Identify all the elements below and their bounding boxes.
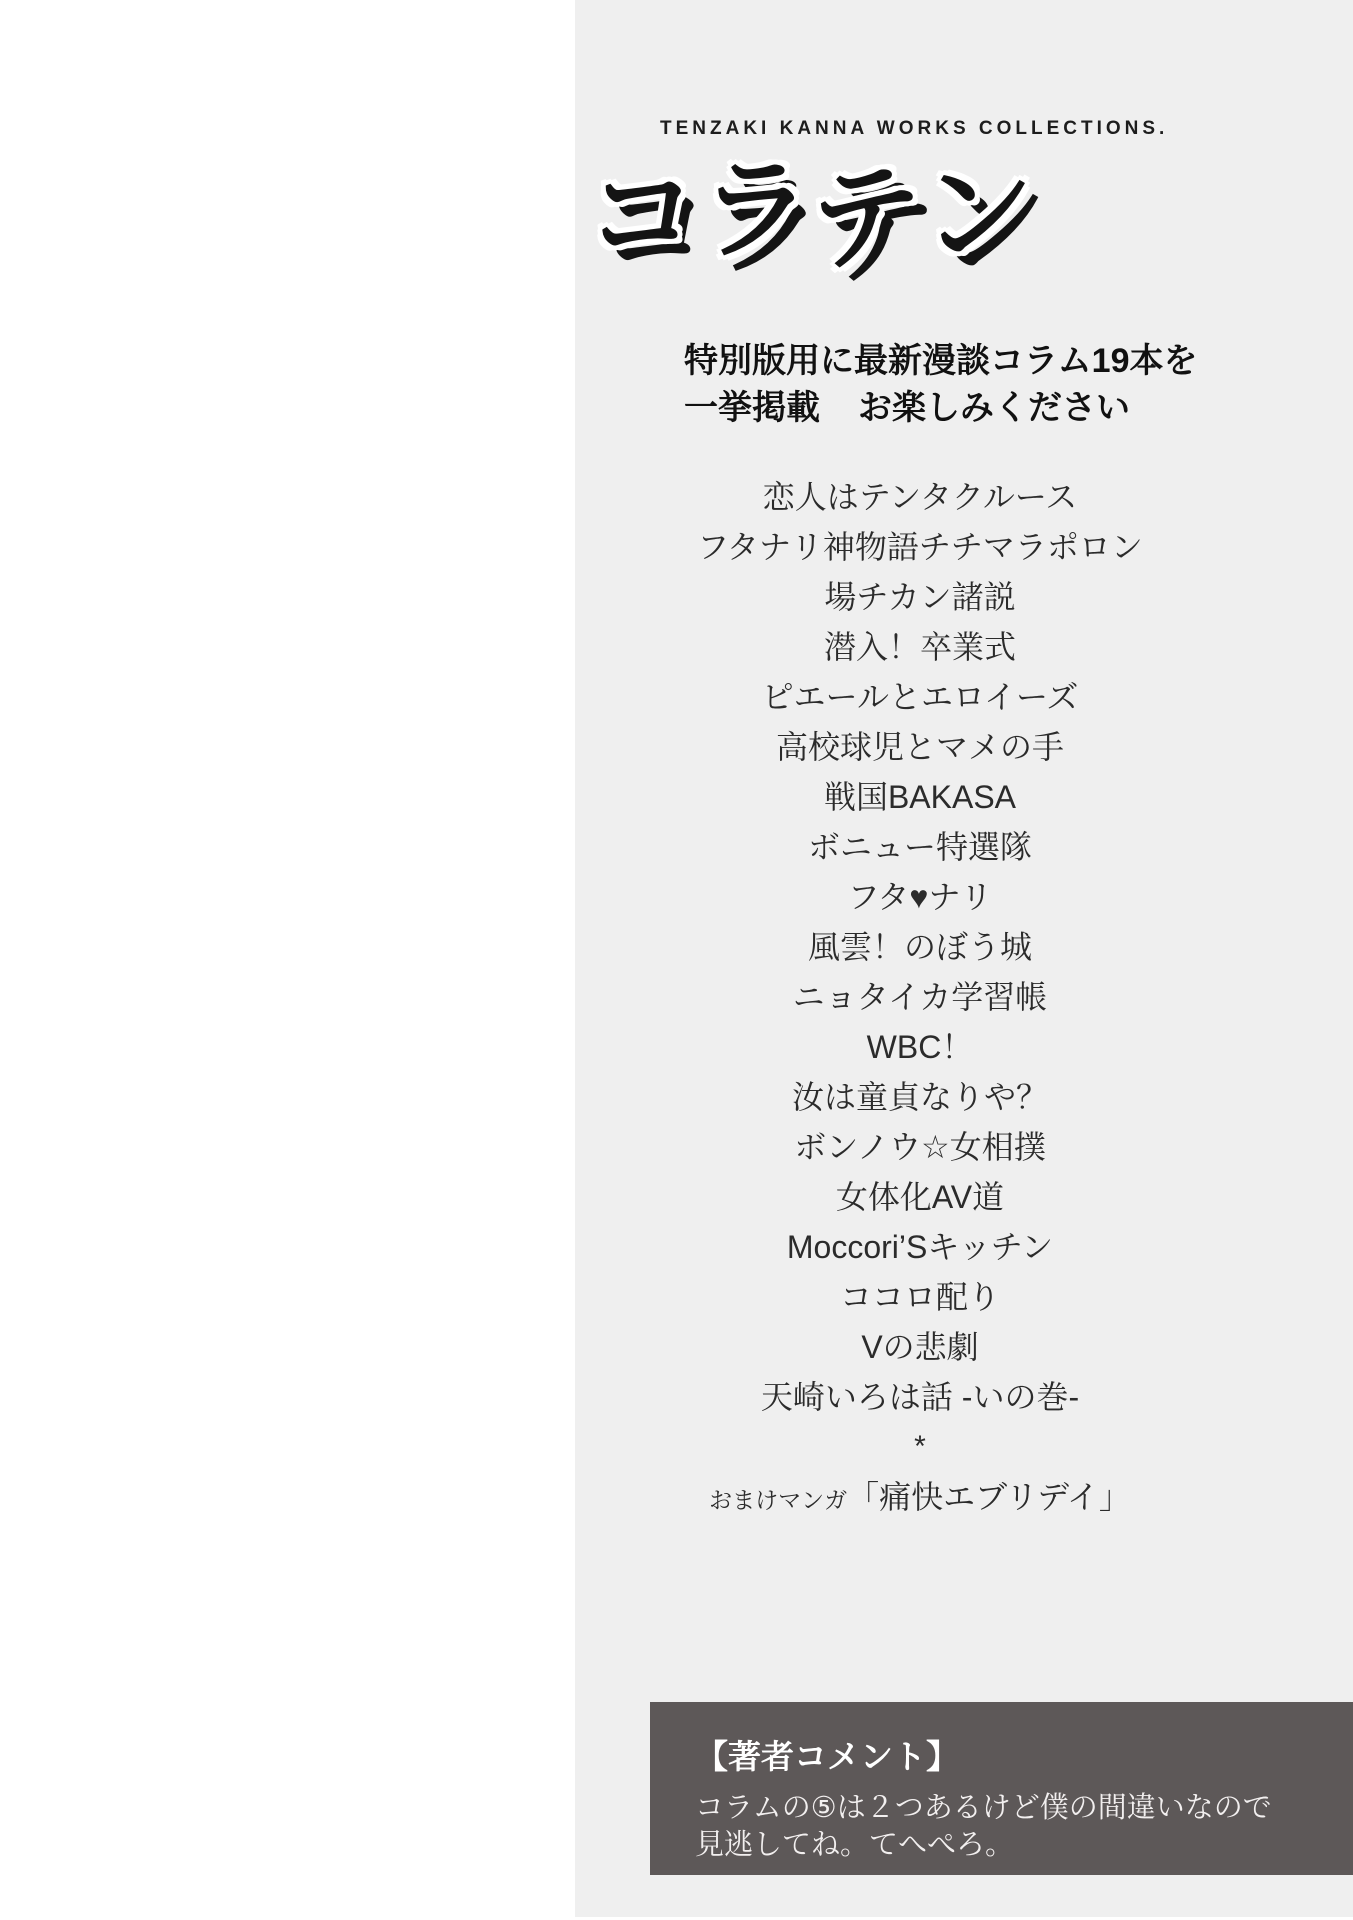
book-page xyxy=(575,0,1353,1917)
work-title: Vの悲劇 xyxy=(861,1329,979,1365)
logo-char: ン xyxy=(920,146,1036,279)
work-title: 女体化AV道 xyxy=(835,1179,1005,1215)
separator-asterisk: * xyxy=(914,1430,926,1463)
subtitle xyxy=(684,338,1197,432)
work-title: 場チカン諸説 xyxy=(824,579,1016,615)
work-title: フタナリ神物語チチマラポロン xyxy=(697,529,1143,565)
logo-char: テ xyxy=(805,148,927,287)
work-title: ボンノウ☆女相撲 xyxy=(794,1129,1046,1165)
work-title: ココロ配り xyxy=(839,1279,1000,1315)
subtitle-line2 xyxy=(684,385,1197,432)
work-title: ニョタイカ学習帳 xyxy=(792,979,1048,1015)
work-title: 高校球児とマメの手 xyxy=(775,729,1064,765)
subtitle-line1: 特別版用に最新漫談コラム19本を xyxy=(684,342,1198,380)
subtitle-line2-left: 一挙掲載 xyxy=(684,389,820,427)
work-title: 戦国BAKASA xyxy=(823,779,1017,815)
comment-line1: コラムの⑤は２つあるけど僕の間違いなので xyxy=(695,1792,1272,1824)
work-title: 恋人はテンタクルース xyxy=(762,479,1078,515)
bonus-manga-prefix: おまけマンガ xyxy=(709,1487,848,1513)
work-title: ボニュー特選隊 xyxy=(807,829,1032,865)
bonus-manga-line xyxy=(575,1472,1265,1529)
comment-heading: 【著者コメント】 xyxy=(695,1738,959,1775)
work-title: 天崎いろは話 -いの巻- xyxy=(760,1379,1080,1415)
work-title: 汝は童貞なりや？ xyxy=(791,1079,1048,1115)
work-title: WBC！ xyxy=(866,1029,974,1065)
comment-line2: 見逃してね。てへぺろ。 xyxy=(695,1829,1015,1861)
work-title: 風雲！のぼう城 xyxy=(807,929,1032,965)
work-title: 潜入！卒業式 xyxy=(823,629,1016,665)
works-list-area xyxy=(575,472,1265,1529)
works-list xyxy=(575,472,1265,1422)
subtitle-line2-right: お楽しみください xyxy=(858,389,1130,427)
logo-char: コ xyxy=(584,150,700,279)
author-comment-box xyxy=(650,1702,1353,1875)
logo-char: ラ xyxy=(693,146,816,275)
work-title: ピエールとエロイーズ xyxy=(761,679,1079,715)
logo-koraten xyxy=(576,146,1043,287)
bonus-manga-title: 「痛快エブリデイ」 xyxy=(847,1479,1131,1515)
work-title: Moccori’Sキッチン xyxy=(786,1229,1054,1265)
work-title: フタ♥ナリ xyxy=(847,879,993,915)
works-collection-header: TENZAKI KANNA WORKS COLLECTIONS. xyxy=(660,118,1169,139)
